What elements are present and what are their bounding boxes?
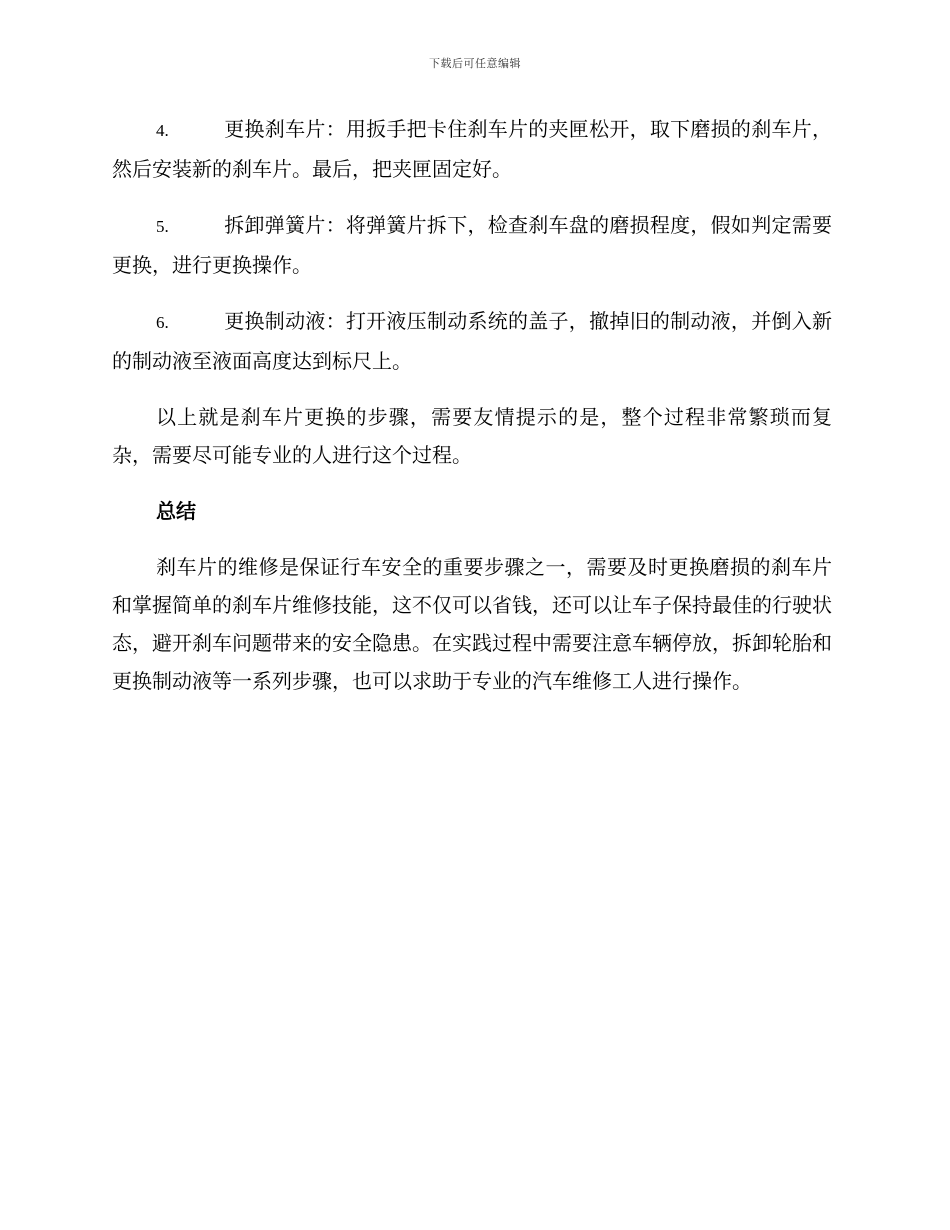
closing-paragraph: 以上就是刹车片更换的步骤，需要友情提示的是，整个过程非常繁琐而复杂，需要尽可能专业的人进行这个过程。 bbox=[112, 405, 832, 467]
step-text: 更换刹车片：用扳手把卡住刹车片的夹匣松开，取下磨损的刹车片，然后安装新的刹车片。最后，把夹匣固定好。 bbox=[112, 117, 832, 181]
document-body bbox=[112, 110, 832, 700]
step-number: 4. bbox=[156, 121, 169, 140]
step-text: 更换制动液：打开液压制动系统的盖子，撤掉旧的制动液，并倒入新的制动液至液面高度达到标尺上。 bbox=[112, 309, 832, 373]
step-item-5 bbox=[112, 206, 832, 284]
step-text: 拆卸弹簧片：将弹簧片拆下，检查刹车盘的磨损程度，假如判定需要更换，进行更换操作。 bbox=[112, 213, 832, 277]
step-item-4 bbox=[112, 110, 832, 188]
summary-paragraph: 刹车片的维修是保证行车安全的重要步骤之一，需要及时更换磨损的刹车片和掌握简单的刹车片维修技能，这不仅可以省钱，还可以让车子保持最佳的行驶状态，避开刹车问题带来的安全隐患。在实践过程中需要注意车辆停放，拆卸轮胎和更换制动液等一系列步骤，也可以求助于专业的汽车维修工人进行操作。 bbox=[112, 555, 832, 693]
summary-heading: 总结 bbox=[156, 499, 196, 523]
step-number: 6. bbox=[156, 313, 169, 332]
step-number: 5. bbox=[156, 217, 169, 236]
page-header: 下载后可任意编辑 bbox=[429, 57, 521, 70]
step-item-6 bbox=[112, 302, 832, 380]
